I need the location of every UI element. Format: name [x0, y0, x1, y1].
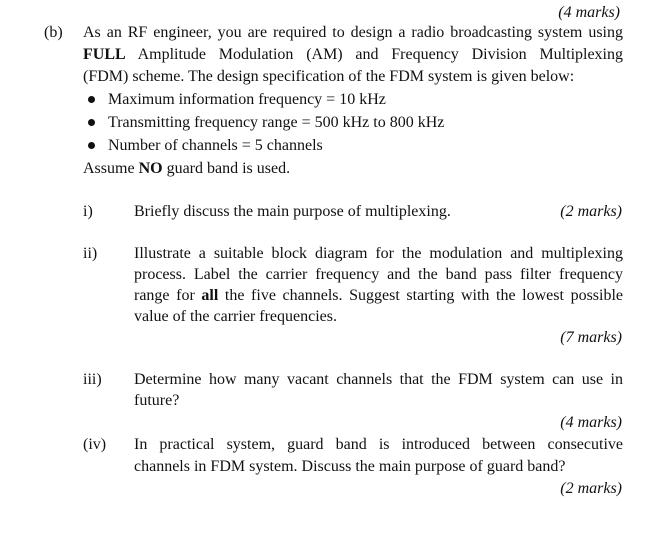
spec-item: Transmitting frequency range = 500 kHz to 800 kHz: [108, 114, 445, 131]
question-text-line: Illustrate a suitable block diagram for the modulation and multiplexing: [134, 245, 623, 262]
bullet-dot: [88, 135, 98, 149]
full-bold: FULL: [83, 46, 126, 63]
assume-line: [83, 158, 290, 179]
bullet-dot: [88, 112, 98, 126]
line3-pre: range for: [134, 287, 195, 304]
section-label: (b): [44, 24, 63, 41]
assume-post: guard band is used.: [166, 160, 291, 177]
bullet-dot: [88, 89, 98, 103]
intro-line-1: As an RF engineer, you are required to design a radio broadcasting system using: [83, 24, 623, 41]
question-text: Briefly discuss the main purpose of multiplexing.: [134, 203, 451, 220]
intro-line-2-rest: Amplitude Modulation (AM) and Frequency Division Multiplexing: [137, 46, 623, 63]
question-text-line: channels in FDM system. Discuss the main purpose of guard band?: [134, 458, 566, 475]
question-text-line: In practical system, guard band is introduced between consecutive: [134, 436, 623, 453]
intro-line-3: (FDM) scheme. The design specification of the FDM system is given below:: [83, 68, 575, 85]
question-text-line: [134, 285, 623, 306]
assume-bold: NO: [138, 160, 163, 177]
question-text-line: future?: [134, 392, 180, 409]
question-number: i): [83, 203, 93, 220]
question-number: iii): [83, 371, 102, 388]
question-marks: (4 marks): [560, 414, 622, 431]
spec-item: Number of channels = 5 channels: [108, 137, 323, 154]
question-marks: (2 marks): [560, 480, 622, 497]
question-marks: (2 marks): [560, 203, 622, 220]
question-text-line: Determine how many vacant channels that the FDM system can use in: [134, 371, 623, 388]
question-number: (iv): [83, 436, 107, 453]
assume-pre: Assume: [83, 160, 135, 177]
question-marks: (7 marks): [560, 329, 622, 346]
all-bold: all: [201, 287, 219, 304]
spec-item: Maximum information frequency = 10 kHz: [108, 91, 386, 108]
question-text-line: value of the carrier frequencies.: [134, 308, 337, 325]
intro-line-2: [83, 44, 623, 65]
header-marks: (4 marks): [558, 4, 620, 21]
question-number: ii): [83, 245, 98, 262]
question-text-line: process. Label the carrier frequency and the band pass filter frequency: [134, 266, 623, 283]
line3-post: the five channels. Suggest starting with the lowest possible: [224, 287, 624, 304]
